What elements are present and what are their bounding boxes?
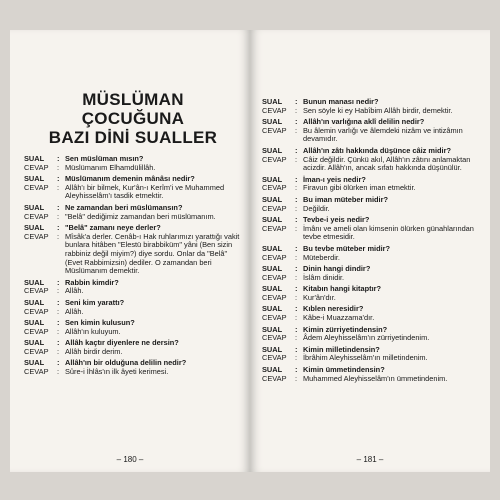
colon-separator: : [295, 313, 298, 323]
answer-label: CEVAP [24, 306, 49, 316]
qa-item [262, 216, 480, 242]
answer-text: Kâbe-i Muazzama'dır. [303, 313, 375, 323]
colon-separator: : [295, 264, 298, 274]
left-page [10, 30, 250, 472]
question-text: Sen müslüman mısın? [65, 154, 144, 163]
answer-row [262, 294, 480, 303]
answer-text: Kur'ân'dır. [303, 292, 336, 302]
question-text: Bu iman müteber midir? [303, 194, 389, 204]
question-text: Allâh kaçtır diyenlere ne dersin? [65, 338, 179, 348]
answer-row [24, 368, 242, 377]
answer-row [24, 287, 242, 296]
right-page [250, 30, 490, 472]
answer-row [262, 274, 480, 283]
question-label: SUAL [262, 365, 283, 375]
qa-item [262, 245, 480, 262]
answer-text: Allâh. [65, 306, 84, 316]
answer-row [24, 308, 242, 317]
qa-item [24, 175, 242, 201]
answer-row [262, 156, 480, 173]
question-label: SUAL [24, 154, 45, 163]
question-label: SUAL [262, 97, 283, 106]
question-text: Dinin hangi dindir? [303, 264, 371, 274]
question-text: Tevbe-i yeis nedir? [303, 215, 370, 225]
answer-text: Muhammed Aleyhisselâm'ın ümmetindenim. [303, 373, 448, 383]
colon-separator: : [57, 202, 60, 212]
answer-label: CEVAP [24, 286, 49, 296]
page-number: – 181 – [356, 455, 384, 464]
colon-separator: : [295, 324, 298, 334]
question-text: Bunun manası nedir? [303, 97, 379, 106]
colon-separator: : [295, 333, 298, 343]
answer-text: Allâh birdir derim. [65, 346, 123, 356]
answer-text: Câiz değildir. Çünkü akıl, Allâh'ın zâtını anlamaktan acizdir. Allâh'ın, ancak sıfatı hakkında düşünülür. [303, 154, 471, 173]
colon-separator: : [57, 231, 60, 241]
question-text: Allâh'ın bir olduğuna delilin nedir? [65, 358, 187, 368]
answer-row [262, 205, 480, 214]
question-text: "Belâ" zamanı neye derler? [65, 223, 161, 233]
answer-text: Bu âlemin varlığı ve âlemdeki nizâm ve intizâmın devamıdır. [303, 125, 463, 144]
colon-separator: : [57, 306, 60, 316]
answer-row [262, 107, 480, 116]
answer-row [262, 254, 480, 263]
answer-label: CEVAP [262, 272, 287, 282]
answer-label: CEVAP [262, 252, 287, 262]
colon-separator: : [295, 154, 298, 164]
answer-text: Mîsâk'a derler. Cenâb-ı Hak ruhlarımızı yarattığı vakit bunlara hitâben "Elestü birabbiküm" yâni (Ben sizin rabbiniz değil miyim?) diye sordu. Onlar da "Belâ" (Evet Rabbimizsin) dediler. O zamandan beri Müslümanım demektir. [65, 231, 240, 276]
colon-separator: : [57, 338, 60, 348]
colon-separator: : [295, 203, 298, 213]
question-text: Allâh'ın varlığına aklî delilin nedir? [303, 117, 425, 127]
question-label: SUAL [262, 344, 283, 354]
colon-separator: : [57, 182, 60, 192]
colon-separator: : [295, 284, 298, 294]
colon-separator: : [295, 344, 298, 354]
colon-separator: : [57, 367, 60, 377]
answer-label: CEVAP [262, 223, 287, 233]
question-text: Kıblen neresidir? [303, 304, 364, 314]
qa-item [262, 176, 480, 193]
answer-text: "Belâ" dediğimiz zamandan beri müslümanım. [65, 211, 216, 221]
question-text: Sen kimin kulusun? [65, 318, 135, 328]
qa-item [24, 339, 242, 356]
question-label: SUAL [262, 243, 283, 253]
colon-separator: : [295, 353, 298, 363]
answer-label: CEVAP [24, 182, 49, 192]
answer-text: Allâh'ın kuluyum. [65, 326, 121, 336]
answer-text: Sen söyle ki ey Habîbim Allâh birdir, demektir. [303, 105, 453, 115]
colon-separator: : [295, 174, 298, 184]
question-text: Müslümanım demenin mânâsı nedir? [65, 174, 195, 184]
colon-separator: : [295, 215, 298, 225]
colon-separator: : [295, 105, 298, 115]
question-label: SUAL [262, 174, 283, 184]
left-qa-list [24, 155, 242, 377]
answer-row [262, 184, 480, 193]
colon-separator: : [57, 286, 60, 296]
title-line: BAZI DİNİ SUALLER [48, 128, 218, 147]
question-text: İman-ı yeis nedir? [303, 174, 366, 184]
colon-separator: : [295, 252, 298, 262]
question-text: Kimin ümmetindensin? [303, 365, 385, 375]
answer-text: Sûre-i İhlâs'ın ilk âyeti kerimesi. [65, 367, 169, 377]
colon-separator: : [57, 174, 60, 184]
answer-row [24, 213, 242, 222]
answer-text: Müslümanım Elhamdülillâh. [65, 162, 156, 172]
qa-item [24, 155, 242, 172]
title-line: ÇOCUĞUNA [81, 109, 185, 128]
question-label: SUAL [262, 304, 283, 314]
colon-separator: : [295, 304, 298, 314]
answer-text: İbrâhim Aleyhisselâm'ın milletindenim. [303, 353, 428, 363]
answer-text: Değildir. [303, 203, 330, 213]
question-label: SUAL [262, 264, 283, 274]
colon-separator: : [57, 211, 60, 221]
qa-item [24, 279, 242, 296]
answer-row [262, 375, 480, 384]
answer-label: CEVAP [262, 154, 287, 164]
qa-item [262, 366, 480, 383]
title-line: MÜSLÜMAN [82, 90, 184, 109]
colon-separator: : [295, 117, 298, 127]
colon-separator: : [295, 223, 298, 233]
colon-separator: : [57, 223, 60, 233]
answer-row [262, 354, 480, 363]
colon-separator: : [295, 183, 298, 193]
answer-row [262, 314, 480, 323]
answer-label: CEVAP [262, 105, 287, 115]
answer-row [24, 348, 242, 357]
question-text: Seni kim yarattı? [65, 297, 125, 307]
answer-label: CEVAP [24, 231, 49, 241]
answer-text: İmânı ve ameli olan kimsenin ölürken günahlarından tevbe etmesidir. [303, 223, 474, 242]
page-title [24, 90, 242, 147]
answer-row [262, 225, 480, 242]
question-text: Rabbin kimdir? [65, 277, 119, 287]
answer-label: CEVAP [24, 367, 49, 377]
answer-label: CEVAP [24, 326, 49, 336]
qa-item [262, 326, 480, 343]
qa-item [24, 319, 242, 336]
question-label: SUAL [24, 202, 45, 212]
colon-separator: : [57, 162, 60, 172]
answer-row [24, 328, 242, 337]
question-label: SUAL [24, 318, 45, 328]
answer-label: CEVAP [262, 203, 287, 213]
colon-separator: : [295, 145, 298, 155]
question-label: SUAL [24, 277, 45, 287]
question-text: Allâh'ın zâtı hakkında düşünce câiz midir? [303, 145, 451, 155]
question-label: SUAL [24, 223, 45, 233]
book-spread [10, 30, 490, 472]
page-number: – 180 – [116, 455, 144, 464]
answer-text: Müteberdir. [303, 252, 340, 262]
qa-item [24, 359, 242, 376]
answer-label: CEVAP [262, 292, 287, 302]
answer-label: CEVAP [262, 373, 287, 383]
qa-item [262, 118, 480, 144]
question-label: SUAL [262, 284, 283, 294]
colon-separator: : [295, 292, 298, 302]
colon-separator: : [57, 297, 60, 307]
colon-separator: : [57, 358, 60, 368]
question-text: Kimin milletindensin? [303, 344, 380, 354]
answer-text: Âdem Aleyhisselâm'ın zürriyetindenim. [303, 333, 430, 343]
question-text: Kitabın hangi kitaptır? [303, 284, 382, 294]
qa-item [24, 204, 242, 221]
answer-row [262, 334, 480, 343]
qa-item [262, 147, 480, 173]
colon-separator: : [57, 154, 60, 163]
qa-item [262, 346, 480, 363]
answer-row [24, 233, 242, 276]
colon-separator: : [295, 365, 298, 375]
qa-item [262, 98, 480, 115]
answer-row [24, 164, 242, 173]
question-text: Kimin zürriyetindensin? [303, 324, 388, 334]
colon-separator: : [295, 272, 298, 282]
answer-label: CEVAP [262, 353, 287, 363]
colon-separator: : [295, 125, 298, 135]
qa-item [24, 224, 242, 276]
question-text: Bu tevbe müteber midir? [303, 243, 391, 253]
answer-label: CEVAP [262, 183, 287, 193]
colon-separator: : [57, 318, 60, 328]
colon-separator: : [295, 97, 298, 106]
colon-separator: : [295, 373, 298, 383]
question-label: SUAL [262, 194, 283, 204]
qa-item [262, 285, 480, 302]
qa-item [262, 196, 480, 213]
answer-label: CEVAP [24, 162, 49, 172]
answer-text: İslâm dinidir. [303, 272, 345, 282]
colon-separator: : [57, 346, 60, 356]
colon-separator: : [295, 243, 298, 253]
qa-item [262, 305, 480, 322]
answer-label: CEVAP [262, 333, 287, 343]
colon-separator: : [295, 194, 298, 204]
qa-item [24, 299, 242, 316]
answer-label: CEVAP [24, 211, 49, 221]
answer-text: Allâh. [65, 286, 84, 296]
answer-text: Firavun gibi ölürken iman etmektir. [303, 183, 416, 193]
colon-separator: : [57, 326, 60, 336]
answer-label: CEVAP [24, 346, 49, 356]
answer-row [24, 184, 242, 201]
question-label: SUAL [24, 174, 45, 184]
answer-row [262, 127, 480, 144]
question-label: SUAL [262, 145, 283, 155]
answer-label: CEVAP [262, 313, 287, 323]
question-label: SUAL [24, 297, 45, 307]
answer-label: CEVAP [262, 125, 287, 135]
qa-item [262, 265, 480, 282]
question-label: SUAL [262, 324, 283, 334]
question-label: SUAL [24, 338, 45, 348]
question-label: SUAL [262, 117, 283, 127]
question-text: Ne zamandan beri müslümansın? [65, 202, 183, 212]
right-qa-list [262, 98, 480, 383]
colon-separator: : [57, 277, 60, 287]
answer-text: Allâh'ı bir bilmek, Kur'ân-ı Kerîm'i ve Muhammed Aleyhisselâm'ı tasdik etmektir. [65, 182, 225, 201]
question-label: SUAL [262, 215, 283, 225]
question-label: SUAL [24, 358, 45, 368]
